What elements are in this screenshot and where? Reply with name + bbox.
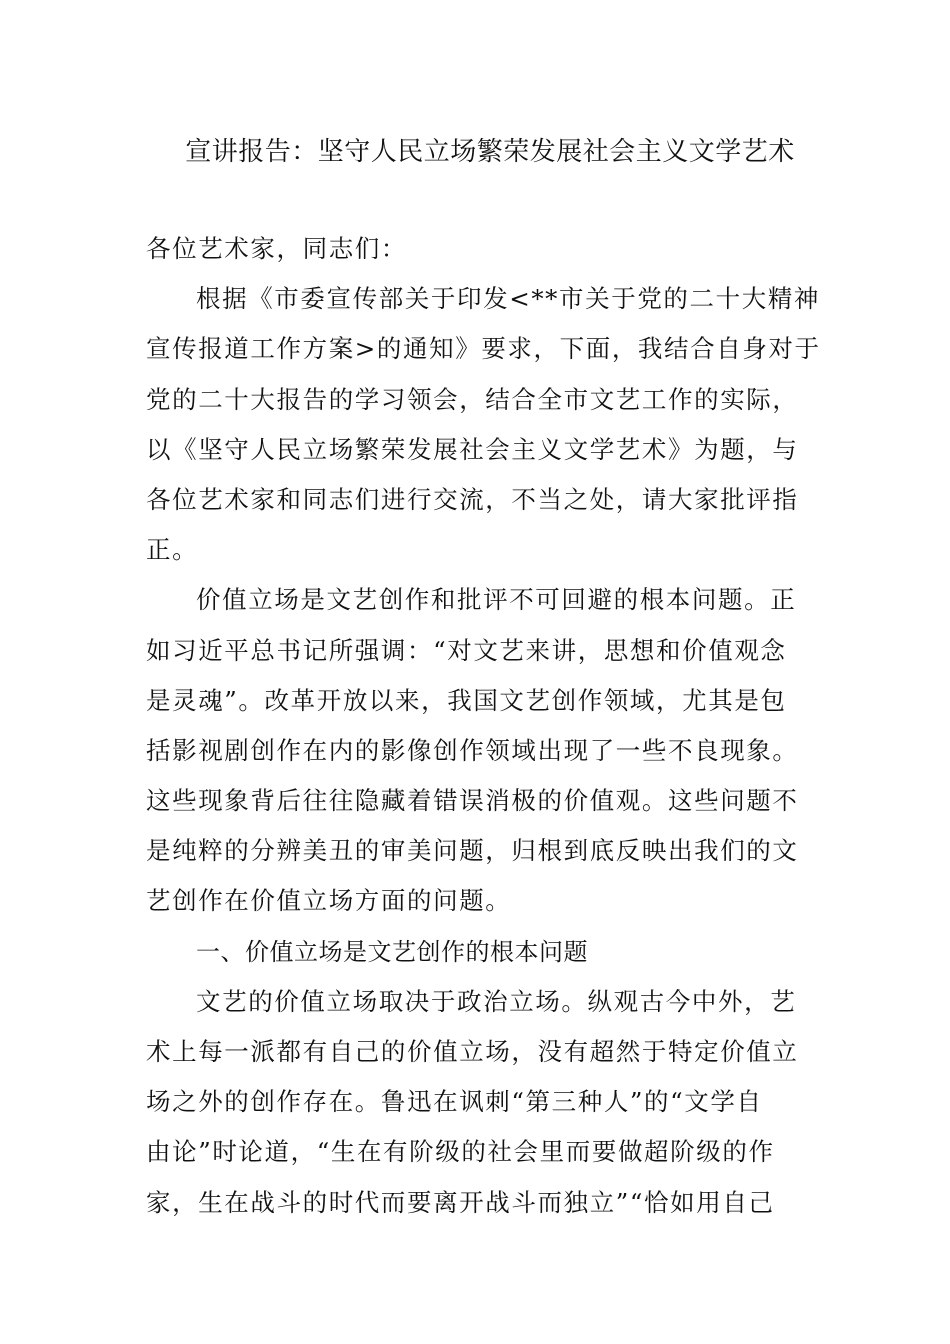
paragraph-2-line: 价值立场是文艺创作和批评不可回避的根本问题。正 — [196, 585, 797, 615]
paragraph-1-line: 根据《市委宣传部关于印发<**市关于党的二十大精神 — [196, 284, 821, 314]
paragraph-1-line: 各位艺术家和同志们进行交流，不当之处，请大家批评指 — [146, 484, 799, 514]
paragraph-2-line: 是灵魂”。改革开放以来，我国文艺创作领域，尤其是包 — [146, 685, 787, 715]
paragraph-3-line: 术上每一派都有自己的价值立场，没有超然于特定价值立 — [146, 1037, 799, 1066]
paragraph-1-line: 党的二十大报告的学习领会，结合全市文艺工作的实际， — [146, 384, 799, 414]
paragraph-2-line: 是纯粹的分辨美丑的审美问题，归根到底反映出我们的文 — [146, 836, 799, 866]
paragraph-1-line: 宣传报道工作方案>的通知》要求，下面，我结合自身对于 — [146, 334, 821, 364]
paragraph-1-line: 以《坚守人民立场繁荣发展社会主义文学艺术》为题，与 — [146, 434, 799, 464]
document-body — [146, 224, 821, 1228]
paragraph-2-line: 如习近平总书记所强调：“对文艺来讲，思想和价值观念 — [146, 635, 787, 665]
paragraph-2-line: 艺创作在价值立场方面的问题。 — [146, 886, 512, 916]
salutation-line: 各位艺术家，同志们： — [146, 234, 407, 263]
paragraph-2-line: 括影视剧创作在内的影像创作领域出现了一些不良现象。 — [146, 735, 799, 765]
section-heading: 一、价值立场是文艺创作的根本问题 — [196, 937, 588, 966]
paragraph-3-line: 场之外的创作存在。鲁迅在讽刺“第三种人”的“文学自 — [146, 1087, 763, 1117]
paragraph-3-line: 由论”时论道，“生在有阶级的社会里而要做超阶级的作 — [146, 1137, 775, 1167]
paragraph-3-line: 家，生在战斗的时代而要离开战斗而独立”“恰如用自己 — [146, 1187, 775, 1217]
paragraph-3-line: 文艺的价值立场取决于政治立场。纵观古今中外，艺 — [196, 986, 797, 1016]
paragraph-1-line: 正。 — [146, 535, 199, 565]
paragraph-2-line: 这些现象背后往往隐藏着错误消极的价值观。这些问题不 — [146, 786, 799, 816]
document-title: 宣讲报告：坚守人民立场繁荣发展社会主义文学艺术 — [185, 137, 795, 167]
